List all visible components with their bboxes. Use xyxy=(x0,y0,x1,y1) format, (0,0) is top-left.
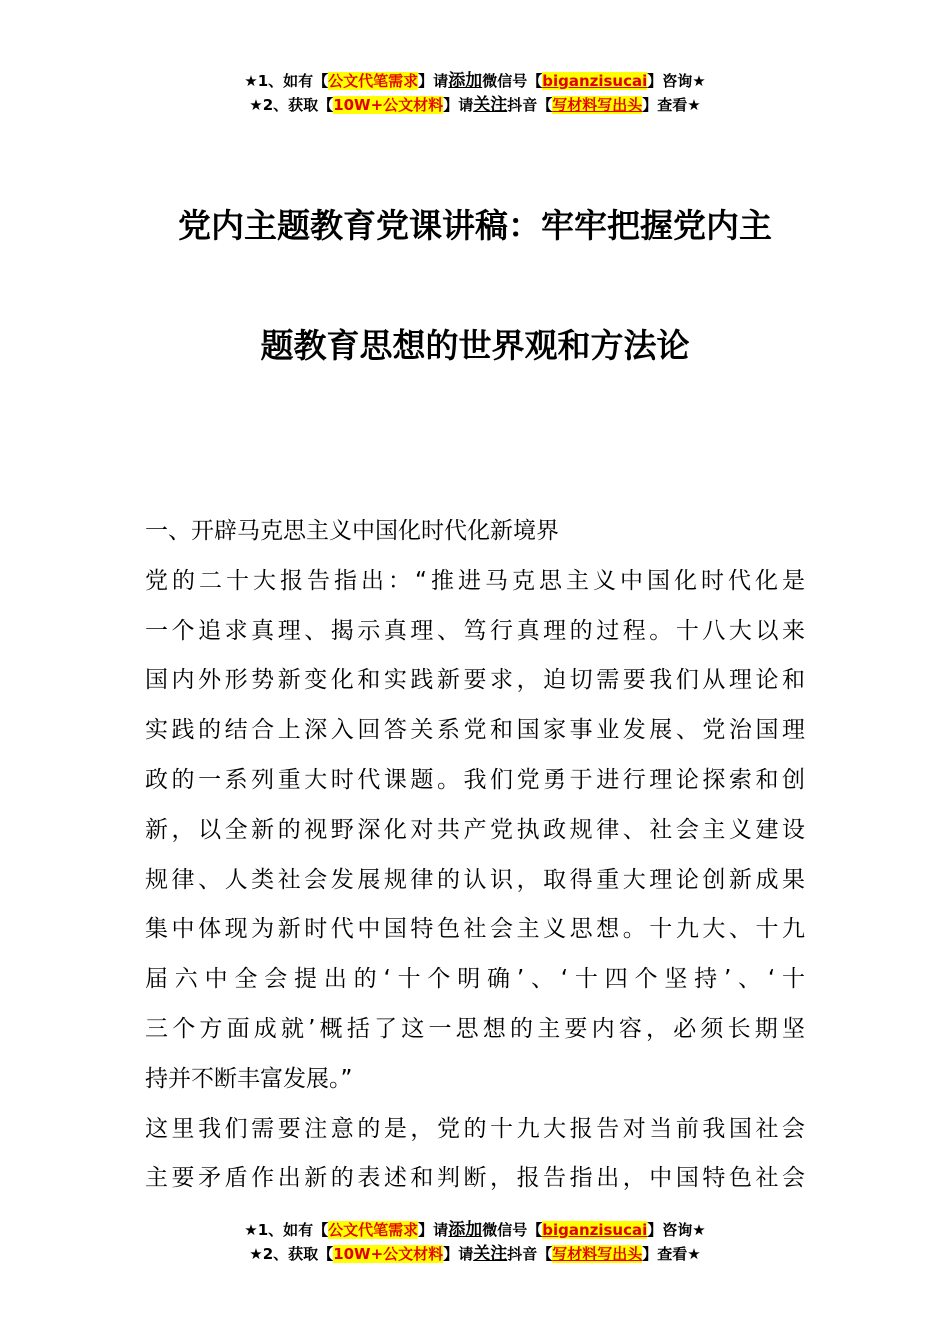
body-line: 新，以全新的视野深化对共产党执政规律、社会主义建设 xyxy=(145,816,805,843)
ad-emphasis: 添加 xyxy=(448,1220,483,1240)
body-line: 国内外形势新变化和实践新要求，迫切需要我们从理论和 xyxy=(145,667,805,694)
doc-title-line-2: 题教育思想的世界观和方法论 xyxy=(260,326,690,365)
ad-text: 】请 xyxy=(418,1221,449,1239)
ad-text: 抖音【 xyxy=(507,96,553,114)
ad-highlight: 10W+公文材料 xyxy=(333,96,444,114)
body-line: 持并不断丰富发展。” xyxy=(145,1065,353,1092)
ad-text: 】请 xyxy=(443,96,474,114)
douyin-account-link[interactable]: 写材料写出头 xyxy=(552,1245,643,1263)
ad-text: 】请 xyxy=(418,72,449,90)
body-line: 规律、人类社会发展规律的认识，取得重大理论创新成果 xyxy=(145,866,805,893)
ad-emphasis: 关注 xyxy=(473,1244,508,1264)
ad-text: 】请 xyxy=(443,1245,474,1263)
body-line: 三个方面成就’概括了这一思想的主要内容，必须长期坚 xyxy=(145,1015,805,1042)
body-line: 届六中全会提出的‘十个明确’、‘十四个坚持’、‘十 xyxy=(145,966,805,993)
ad-line-2 xyxy=(0,1242,950,1266)
ad-text: 微信号【 xyxy=(482,1221,543,1239)
ad-text: 】查看★ xyxy=(642,1245,701,1263)
body-line: 一个追求真理、揭示真理、笃行真理的过程。十八大以来 xyxy=(145,617,805,644)
body-line: 实践的结合上深入回答关系党和国家事业发展、党治国理 xyxy=(145,717,805,744)
ad-highlight: 公文代笔需求 xyxy=(328,1221,419,1239)
ad-emphasis: 添加 xyxy=(448,71,483,91)
doc-body xyxy=(145,507,805,1204)
wechat-id-link[interactable]: biganzisucai xyxy=(542,1221,648,1239)
ad-highlight: 10W+公文材料 xyxy=(333,1245,444,1263)
wechat-id-link[interactable]: biganzisucai xyxy=(542,72,648,90)
body-line: 这里我们需要注意的是，党的十九大报告对当前我国社会 xyxy=(145,1115,805,1142)
ad-line-1 xyxy=(0,69,950,93)
body-line: 党的二十大报告指出：“推进马克思主义中国化时代化是 xyxy=(145,567,805,594)
ad-text: 】咨询★ xyxy=(647,72,706,90)
section-heading: 一、开辟马克思主义中国化时代化新境界 xyxy=(145,518,559,544)
ad-line-2 xyxy=(0,93,950,117)
ad-text: ★2、获取【 xyxy=(249,1245,334,1263)
ad-text: ★1、如有【 xyxy=(244,1221,329,1239)
ad-text: ★1、如有【 xyxy=(244,72,329,90)
ad-banner-bottom xyxy=(0,1218,950,1266)
ad-line-1 xyxy=(0,1218,950,1242)
ad-text: 】查看★ xyxy=(642,96,701,114)
ad-text: 】咨询★ xyxy=(647,1221,706,1239)
doc-title-line-1: 党内主题教育党课讲稿：牢牢把握党内主 xyxy=(178,206,772,245)
ad-text: 抖音【 xyxy=(507,1245,553,1263)
body-line: 主要矛盾作出新的表述和判断，报告指出，中国特色社会 xyxy=(145,1165,805,1192)
ad-highlight: 公文代笔需求 xyxy=(328,72,419,90)
body-line: 政的一系列重大时代课题。我们党勇于进行理论探索和创 xyxy=(145,766,805,793)
douyin-account-link[interactable]: 写材料写出头 xyxy=(552,96,643,114)
ad-emphasis: 关注 xyxy=(473,95,508,115)
ad-text: ★2、获取【 xyxy=(249,96,334,114)
body-line: 集中体现为新时代中国特色社会主义思想。十九大、十九 xyxy=(145,916,805,943)
ad-banner-top xyxy=(0,69,950,117)
ad-text: 微信号【 xyxy=(482,72,543,90)
